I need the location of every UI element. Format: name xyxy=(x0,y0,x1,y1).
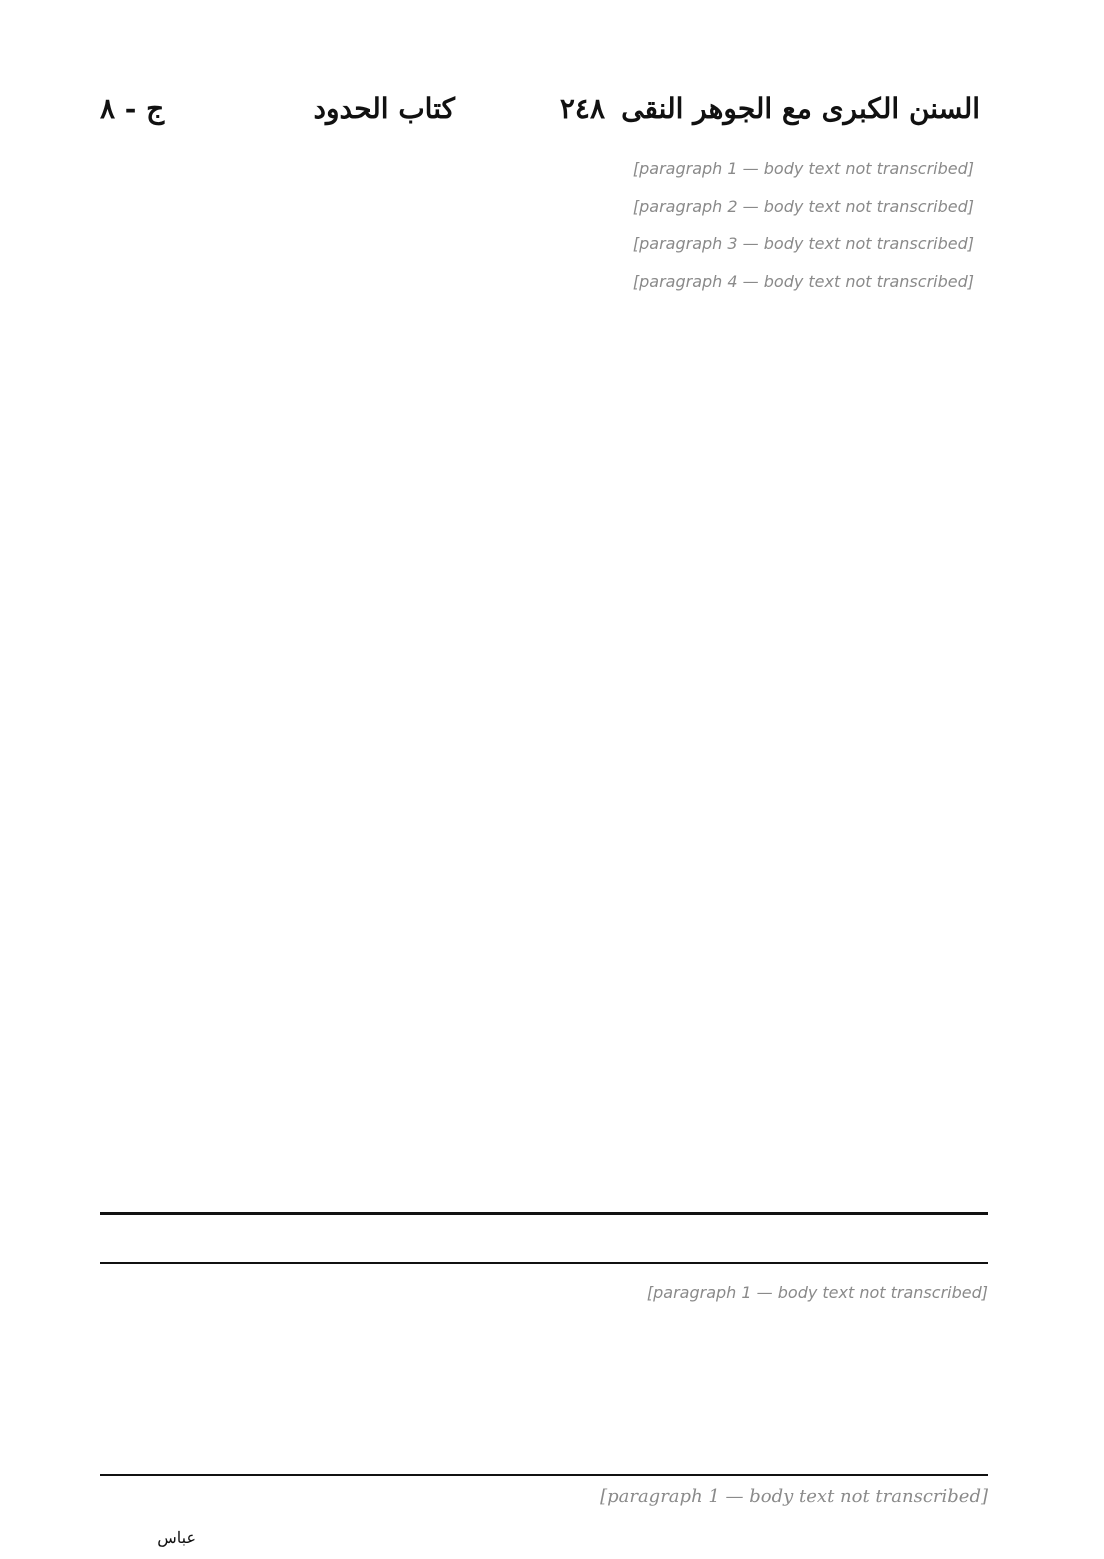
page-number: ٢٤٨ xyxy=(559,92,605,125)
main-paragraph-3: [paragraph 3 — body text not transcribed] xyxy=(632,234,974,253)
commentary-divider xyxy=(100,1262,988,1264)
volume-label: ج - ٨ xyxy=(100,92,165,125)
commentary-paragraph-1: [paragraph 1 — body text not transcribed] xyxy=(646,1283,988,1302)
commentary-text xyxy=(116,1276,988,1309)
footnote-divider xyxy=(100,1474,988,1476)
main-paragraph-1: [paragraph 1 — body text not transcribed] xyxy=(632,159,974,178)
printer-signature: عباس xyxy=(157,1528,196,1547)
book-title: السنن الكبرى مع الجوهر النقى xyxy=(621,92,980,125)
main-text xyxy=(116,150,974,300)
chapter-title: كتاب الحدود xyxy=(313,92,455,125)
body-divider xyxy=(100,1212,988,1215)
footnote: [paragraph 1 — body text not transcribed] xyxy=(600,1486,988,1507)
main-paragraph-2: [paragraph 2 — body text not transcribed] xyxy=(632,196,974,216)
main-paragraph-4: [paragraph 4 — body text not transcribed] xyxy=(632,271,974,291)
page-header xyxy=(100,92,980,142)
